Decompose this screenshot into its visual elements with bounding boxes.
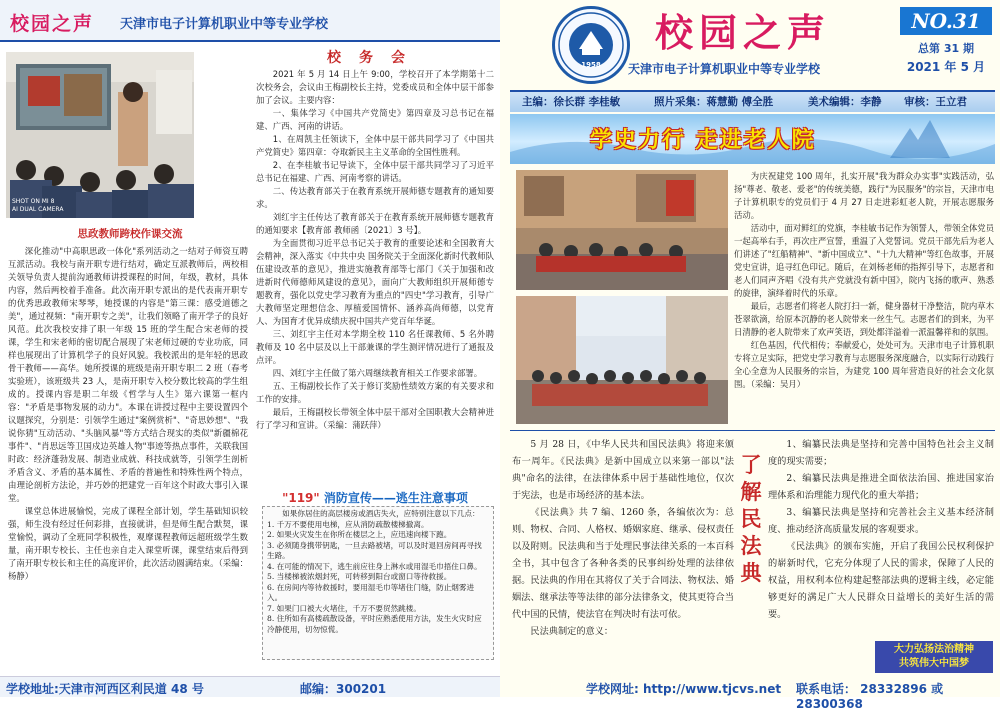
law-slogan-1: 大力弘扬法治精神: [894, 644, 974, 655]
meeting-paragraph: 四、刘红宇主任做了第六周继续教育相关工作要求部署。: [272, 368, 483, 378]
law-vertical-title-char: 法: [740, 534, 762, 558]
exchange-article: [8, 245, 248, 673]
law-vertical-title-char: 解: [740, 480, 762, 504]
issue-date: 2021 年 5 月: [906, 60, 986, 74]
law-vertical-title-char: 典: [740, 561, 762, 585]
law-vertical-title-char: 了: [740, 453, 762, 477]
school-address: 学校地址:天津市河西区利民道 48 号: [6, 682, 204, 696]
law-paragraph: 《民法典》的颁布实施，开启了我国公民权利保护的崭新时代，它充分体现了人民的需求，保障了人民的权益，用权利本位构建起整部法典的逻辑主线，必定能够更好的满足广大人民群众日益增长的美好生活的需要。: [768, 541, 994, 620]
left-page: [0, 0, 500, 697]
meeting-paragraph: 刘红宇主任传达了教育部关于在教育系统开展师德专题教育的通知要求【教育部 教师函〔2021〕3 号】。: [256, 212, 494, 235]
meeting-title: 校务会: [327, 50, 423, 66]
elder-paragraph: 红色基因，代代相传；奉献爱心，处处可为。天津市电子计算机职专将立足实际，把党史学习教育与志愿服务深度融合，以实际行动践行全心全意为人民服务的宗旨，为建党 100 周年营造良好的社会文化氛围。（采编：吴月）: [734, 340, 994, 389]
law-article-right: [768, 436, 994, 640]
staff-review: 审核：王立君: [904, 96, 967, 108]
law-slogan-box: [875, 641, 993, 673]
exchange-paragraph: 课堂总体进展愉悦，完成了课程全部计划，学生基础知识较强，师生没有经过任何彩排，直接就讲，但是师生配合默契，课堂愉悦，调动了全班同学积极性，观摩课程教师远超班级学生数量，南开职专校长、主任也亲自走入课堂听课，课堂结束后得到了南开职专校长和主任的高度评价，此次活动圆满结束。（采编：杨静）: [8, 506, 248, 581]
nursing-home-photo-2: [516, 296, 728, 424]
fire-tip: 1. 千万不要使用电梯，应从消防疏散楼梯撤离。: [267, 519, 429, 529]
law-paragraph: 民法典制定的意义：: [530, 626, 614, 637]
meeting-paragraph: 一、集体学习《中国共产党简史》第四章及习总书记在福建、广西、河南的讲话。: [256, 108, 494, 131]
issue-total: 总第 31 期: [918, 42, 974, 55]
fire-tip: 5. 当楼梯被浓烟封死，可转移到阳台或窗口等待救援。: [267, 572, 452, 581]
meeting-paragraph: 为全面贯彻习近平总书记关于教育的重要论述和全国教育大会精神，深入落实《中共中央 国务院关于全面深化新时代教师队伍建设改革的意见》，推进实施教育部等七部门《关于加强和改进新时代师德师风建设的意见》，面向广大教师组织开展师德专题教育，强化以党史学习教育为重点的"四史"学习教育，引导广大教师坚定理想信念、厚植爱国情怀、涵养高尚师德，以党育人、为国育才优异成绩庆祝中国共产党百年华诞。: [256, 238, 494, 326]
fire-tip: 6. 在房间内等待救援时，要用湿毛巾等堵住门缝，防止烟雾进入。: [267, 582, 475, 602]
meeting-article: [256, 68, 494, 486]
left-header-school: 天津市电子计算机职业中等专业学校: [120, 17, 329, 32]
exchange-paragraph: 深化推动"中高职思政一体化"系列活动之一结对子师资互聘互派活动。我校与南开职专进行结对，确定互派教师后，两校相关领导负责人提前沟通教师讲授课程的时间，年级，教材，具体内容，然后两校着手准备。此次南开职专派出的是代表南开职专的优秀思政教师宋琴琴，她授课的内容是"第三课：感受道德之美"，通过视频："南开职专之美"，让我们领略了南开学子的良好风范。此次我校安排了职一年级 15 班的学生配合宋老师的授课，学生和宋老师的密切配合展现了宋老师过硬的专业功底，同样也展现出了计算机学子的良好风貌。我校派出的是年轻的思政骨干教师——高华。她所授课的班级是南开职专职二 2 班（春考实验班），该班级共 23 人，是南开职专入校分数比较高的学生组成的。授课内容是职二年级《哲学与人生》第六课第一框内容："矛盾是事物发展的动力"。本课在讲授过程中主要设置四个议题探究，分别是：引领学生通过"案例赏析"、"奇思妙想"、"我说你猜"互动活动、"头脑风暴"等方式结合现实的类似"新疆棉花事件"、"肖思远等卫国戍边英雄人物"事迹等热点事件，关联我国时政：经济蓬勃发展、制造业成就、科技成就等，引领学生剖析矛盾含义、矛盾的基本属性、矛盾的普遍性和特殊性两个特点，由理论剖析方法论，并巧妙的把建党一百年这个时政大事引入课堂。: [8, 246, 248, 503]
law-vertical-title-char: 民: [740, 507, 762, 531]
meeting-paragraph: 1、在周凯主任领读下，全体中层干部共同学习了《中国共产党简史》第四章：夺取新民主主义革命的全国性胜利。: [256, 134, 494, 157]
staff-art-editor: 美术编辑：李静: [808, 96, 882, 108]
school-website[interactable]: 学校网址: http://www.tjcvs.net: [586, 682, 782, 696]
meeting-paragraph: 2021 年 5 月 14 日上午 9:00，学校召开了本学期第十二次校务会，会议由王梅副校长主持，党委成员和全体中层干部参加了会议。主要内容：: [256, 69, 494, 105]
law-article-left: [512, 436, 734, 672]
school-phone: 联系电话： 28332896 或 28300368: [796, 682, 944, 711]
meeting-paragraph: 最后，王梅副校长带领全体中层干部对全国职教大会精神进行了学习和宣讲。（采编：蒲跃萍）: [256, 407, 494, 430]
school-logo: [552, 6, 630, 84]
meeting-paragraph: 五、王梅副校长作了关于修订奖励性绩效方案的有关要求和工作的安排。: [256, 381, 494, 404]
elder-article: [734, 170, 994, 442]
masthead-title: 校园之声: [655, 10, 832, 55]
classroom-photo: [6, 52, 194, 218]
meeting-paragraph: 三、刘红宇主任对本学期全校 110 名任课教师、5 名外聘教师及 10 名中层及以上干部兼课的学生测评情况进行了通报及点评。: [256, 329, 494, 365]
fire-tip: 8. 住所如有高楼疏散设备，平时应熟悉使用方法，发生火灾时应冷静使用，切勿惊慌。: [267, 614, 482, 634]
fire-title-number: "119": [282, 491, 320, 505]
fire-tips-box: [262, 506, 494, 660]
elder-paragraph: 最后，志愿者们将老人院打扫一新，健身器材干净整洁，院内草木苍翠欲滴，给原本沉静的老人院带来一丝生气。志愿者们的到来，为平日清静的老人院带来了欢声笑语，到处都洋溢着一派温馨祥和的氛围。: [734, 301, 994, 337]
school-logo-emblem: [555, 9, 627, 81]
issue-number: NO.31: [900, 7, 992, 35]
section-divider: [510, 430, 995, 431]
fire-tip: 7. 如果门口被大火堵住，千万不要贸然跳楼。: [267, 603, 421, 613]
fire-tip: 2. 如果火灾发生在你所在楼层之上，应迅速向楼下跑。: [267, 530, 452, 539]
logo-year: 1958: [581, 61, 601, 69]
law-vertical-title: [740, 452, 762, 587]
staff-chief-editor: 主编：徐长群 李桂敏: [522, 96, 621, 108]
law-paragraph: 1、编纂民法典是坚持和完善中国特色社会主义制度的现实需要；: [768, 439, 994, 467]
school-postcode: 邮编：300201: [300, 682, 387, 696]
law-paragraph: 5 月 28 日，《中华人民共和国民法典》将迎来颁布一周年。《民法典》是新中国成立以来第一部以"法典"命名的法律，在法律体系中居于基础性地位，仅次于宪法，也是市场经济的基本法。: [512, 439, 734, 501]
left-header-rule: [0, 40, 500, 42]
fire-intro: 如果你居住的高层楼房或酒店失火，应特别注意以下几点：: [282, 509, 480, 518]
classroom-photo-drawing: [6, 52, 194, 218]
photo-watermark: SHOT ON MI 8 AI DUAL CAMERA: [12, 198, 64, 213]
law-slogan-2: 共筑伟大中国梦: [899, 658, 969, 669]
fire-title-text: 消防宣传——逃生注意事项: [323, 491, 468, 505]
nursing-home-photo-1-drawing: [516, 170, 728, 290]
nursing-home-photo-2-drawing: [516, 296, 728, 424]
staff-photo: 照片采集：蒋慧勤 傅全胜: [654, 96, 774, 108]
fire-title: [255, 489, 495, 506]
nursing-home-photo-1: [516, 170, 728, 290]
elder-paragraph: 活动中，面对鲜红的党旗，李桂敏书记作为领誓人，带领全体党员一起高举右手，再次庄严宣誓，重温了入党誓词。党员干部先后为老人们讲述了"红船精神"、"新中国成立"、"十九大精神"等红色故事，开展党史宣讲，追寻红色印记。随后，在刘杨老师的指挥引导下，志愿者和老人们同声齐唱《没有共产党就没有新中国》，院内飞扬的歌声、熟悉的旋律，演绎着时代的乐章。: [734, 223, 994, 298]
fire-tip: 3. 必须随身携带钥匙，一旦去路被堵，可以及时退回房间再寻找生路。: [267, 540, 482, 560]
banner-text: 学史力行 走进老人院: [590, 128, 816, 153]
law-paragraph: 3、编纂民法典是坚持和完善社会主义基本经济制度、推动经济高质量发展的客观要求。: [768, 507, 994, 535]
law-paragraph: 2、编纂民法典是推进全面依法治国、推进国家治理体系和治理能力现代化的重大举措；: [768, 473, 994, 501]
exchange-title: 思政教师跨校作课交流: [77, 228, 183, 240]
law-paragraph: 《民法典》共 7 编、1260 条，各编依次为：总则、物权、合同、人格权、婚姻家庭、继承、侵权责任以及附则。民法典和当于处理民事法律关系的一本百科全书，其中包含了各种各类的民事纠纷处理的法律依据。民法典的作用在其将仅了关于合同法、物权法、婚姻法、继承法等等法律的部分法律条文，使其更符合当代中国的民情，使法官在判决时有法可依。: [512, 507, 734, 620]
meeting-paragraph: 2、在李桂敏书记导读下，全体中层干部共同学习了习近平总书记在福建、广西、河南考察的讲话。: [256, 160, 494, 183]
elder-paragraph: 为庆祝建党 100 周年，扎实开展"我为群众办实事"实践活动，弘扬"尊老、敬老、爱老"的传统美德，践行"为民服务"的宗旨，天津市电子计算机职专的党员们于 4 月 27 日走进彩虹老人院，开展志愿服务活动。: [734, 171, 994, 220]
fire-tip: 4. 在可能的情况下，逃生前应往身上淋水或用湿毛巾捂住口鼻。: [267, 561, 482, 571]
meeting-paragraph: 二、传达教育部关于在教育系统开展师德专题教育的通知要求。: [256, 186, 494, 209]
masthead-school: 天津市电子计算机职业中等专业学校: [628, 62, 821, 76]
left-header-title: 校园之声: [10, 13, 95, 35]
